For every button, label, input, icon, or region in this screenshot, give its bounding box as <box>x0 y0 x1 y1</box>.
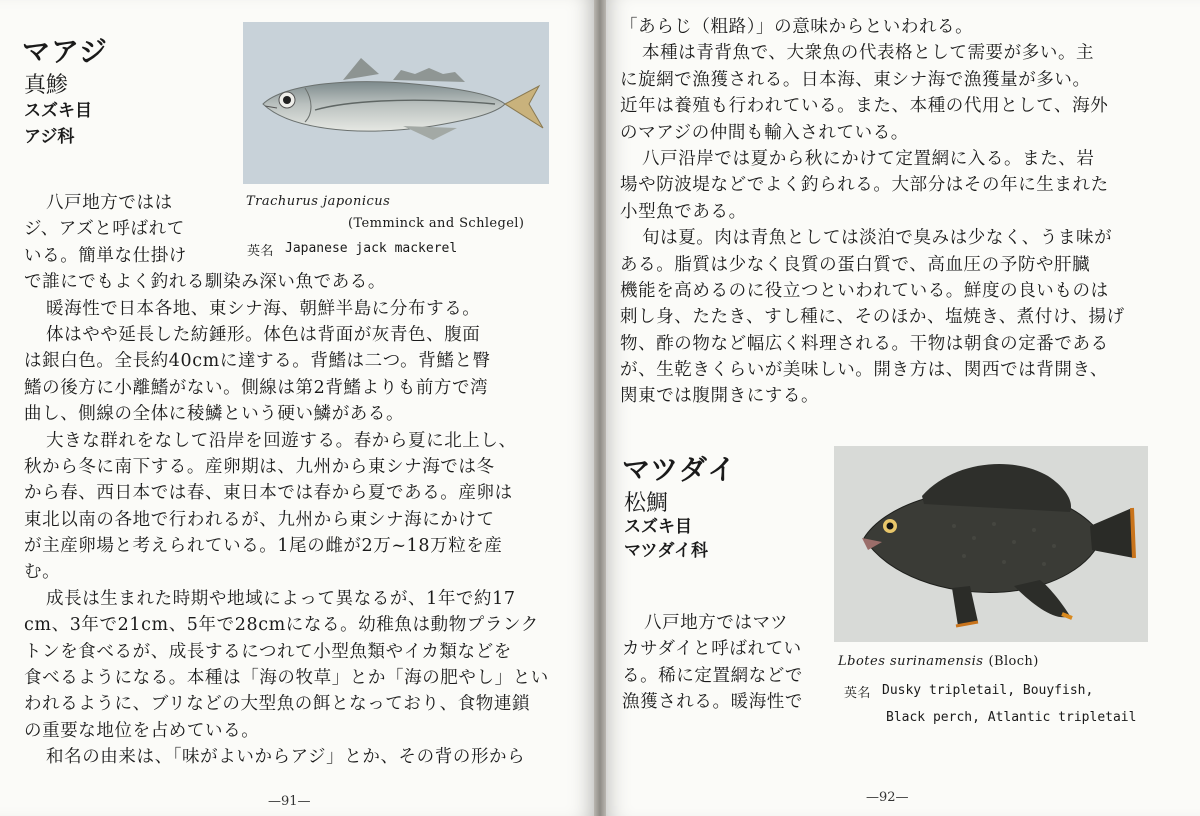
text-line: 場や防波堤などでよく釣られる。大部分はその年に生まれた <box>620 175 1109 196</box>
text-line: 八戸地方ではマツ <box>644 613 789 633</box>
fish-name-kanji-matsudai: 松鯛 <box>624 491 669 516</box>
fish-order: スズキ目 <box>24 101 92 121</box>
text-line: われるように、ブリなどの大型魚の餌となっており、食物連鎖 <box>24 694 531 715</box>
text-line: 刺し身、たたき、すし種に、そのほか、塩焼き、煮付け、揚げ <box>620 307 1125 328</box>
fish-order-matsudai: スズキ目 <box>624 517 692 537</box>
scientific-name-matsudai: Lbotes surinamensis <box>838 654 984 669</box>
fish-family-matsudai: マツダイ科 <box>624 541 708 561</box>
tripletail-illustration <box>834 446 1148 642</box>
author-matsudai: (Bloch) <box>988 654 1039 669</box>
text-line: 東北以南の各地で行われるが、九州から東シナ海にかけて <box>24 509 495 530</box>
english-name-matsudai-1: Dusky tripletail, Bouyfish, <box>882 683 1094 698</box>
text-line: 鰭の後方に小離鰭がない。側線は第2背鰭よりも前方で湾 <box>24 377 489 398</box>
text-line: 曲し、側線の全体に稜鱗という硬い鱗がある。 <box>24 404 405 425</box>
text-line: は銀白色。全長約40cmに達する。背鰭は二つ。背鰭と臀 <box>24 351 491 372</box>
fish-photo-matsudai <box>834 446 1148 642</box>
text-line: cm、3年で21cm、5年で28cmになる。幼稚魚は動物プランク <box>24 615 539 636</box>
text-line: の重要な地位を占めている。 <box>24 720 260 741</box>
horse-mackerel-illustration <box>243 22 549 184</box>
text-line: 成長は生まれた時期や地域によって異なるが、1年で約17 <box>46 588 516 609</box>
text-line: で誰にでもよく釣れる馴染み深い魚である。 <box>24 272 386 293</box>
text-line: いる。簡単な仕掛け <box>24 245 187 266</box>
text-line: 和名の由来は、「味がよいからアジ」とか、その背の形から <box>46 747 526 768</box>
author-maaji: (Temminck and Schlegel) <box>348 216 525 231</box>
text-line: から春、西日本では春、東日本では春から夏である。産卵は <box>24 483 513 504</box>
text-line: 八戸地方ではは <box>46 193 173 213</box>
text-line: 本種は青背魚で、大衆魚の代表格として需要が多い。主 <box>642 43 1095 64</box>
fish-family: アジ科 <box>24 127 75 147</box>
body-text-right <box>620 14 1125 410</box>
text-line: 食べるようになる。本種は「海の牧草」とか「海の肥やし」とい <box>24 668 549 689</box>
intro-text-matsudai <box>622 610 803 716</box>
text-line: 漁獲される。暖海性で <box>622 692 803 713</box>
text-line: トンを食べるが、成長するにつれて小型魚類やイカ類などを <box>24 641 512 662</box>
text-line: ある。脂質は少なく良質の蛋白質で、高血圧の予防や肝臓 <box>620 254 1091 275</box>
text-line: 近年は養殖も行われている。また、本種の代用として、海外 <box>620 96 1109 117</box>
english-label-maaji: 英名 <box>247 244 274 259</box>
english-label-matsudai: 英名 <box>844 686 871 701</box>
text-line: が主産卵場と考えられている。1尾の雌が2万~18万粒を産 <box>24 536 503 557</box>
page-number-left: —91— <box>268 794 311 809</box>
text-line: む。 <box>24 562 61 583</box>
text-line: 「あらじ（粗路）」の意味からといわれる。 <box>620 17 974 37</box>
left-page <box>0 0 594 816</box>
text-line: 八戸沿岸では夏から秋にかけて定置網に入る。また、岩 <box>642 148 1095 169</box>
text-line: に旋網で漁獲される。日本海、東シナ海で漁獲量が多い。 <box>620 69 1091 90</box>
text-line: 旬は夏。肉は青魚としては淡泊で臭みは少なく、うま味が <box>642 228 1113 249</box>
text-line: 体はやや延長した紡錘形。体色は背面が灰青色、腹面 <box>46 324 481 345</box>
text-line: が、生乾きくらいが美味しい。開き方は、関西では背開き、 <box>620 360 1108 381</box>
scientific-name-maaji: Trachurus japonicus <box>246 194 391 209</box>
text-line: ジ、アズと呼ばれて <box>24 219 185 240</box>
body-text-left <box>24 190 549 771</box>
english-name-maaji: Japanese jack mackerel <box>285 241 458 256</box>
text-line: カサダイと呼ばれてい <box>622 639 802 660</box>
fish-name-kana-matsudai: マツダイ <box>622 453 737 486</box>
text-line: 関東では腹開きにする。 <box>620 386 820 407</box>
fish-photo-maaji <box>243 22 549 184</box>
text-line: 大きな群れをなして沿岸を回遊する。春から夏に北上し、 <box>46 430 517 451</box>
right-page <box>606 0 1200 816</box>
fish-name-kanji: 真鯵 <box>24 73 69 98</box>
page-number-right: —92— <box>866 790 909 805</box>
text-line: 機能を高めるのに役立つといわれている。鮮度の良いものは <box>620 280 1109 301</box>
text-line: 秋から冬に南下する。産卵期は、九州から東シナ海では冬 <box>24 456 495 477</box>
english-name-matsudai-2: Black perch, Atlantic tripletail <box>886 710 1137 725</box>
fish-name-kana: マアジ <box>22 35 108 68</box>
scientific-name-line-matsudai <box>838 650 1039 669</box>
text-line: る。稀に定置網などで <box>622 665 803 686</box>
text-line: 小型魚である。 <box>620 201 747 222</box>
text-line: 暖海性で日本各地、東シナ海、朝鮮半島に分布する。 <box>46 298 481 319</box>
text-line: のマアジの仲間も輸入されている。 <box>620 122 909 143</box>
text-line: 物、酢の物など幅広く料理される。干物は朝食の定番である <box>620 333 1109 354</box>
book-gutter <box>594 0 606 816</box>
